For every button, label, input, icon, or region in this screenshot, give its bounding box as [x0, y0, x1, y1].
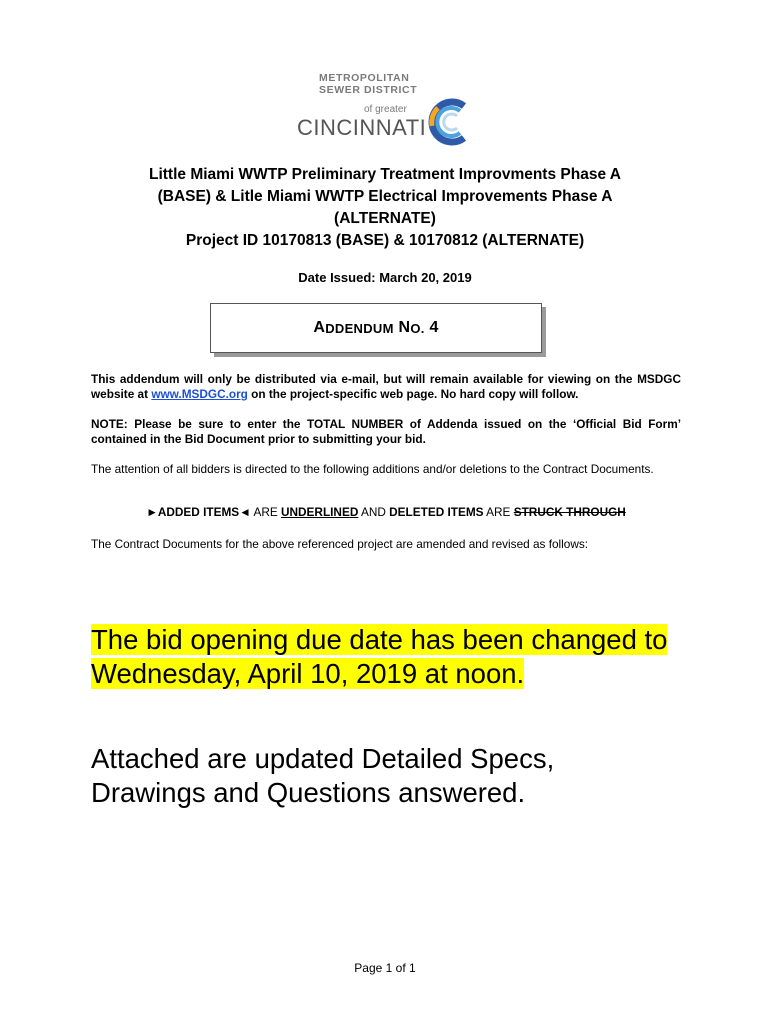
- due-date-notice: [91, 623, 731, 691]
- attachments-line-1: Attached are updated Detailed Specs,: [91, 743, 555, 774]
- msd-logo: [294, 70, 480, 148]
- attachments-notice: [91, 742, 731, 810]
- attachments-line-2: Drawings and Questions answered.: [91, 777, 526, 808]
- addendum-number: 4: [429, 319, 439, 336]
- due-date-line-1: The bid opening due date has been changed to: [91, 624, 668, 655]
- legend-are-2: ARE: [483, 505, 514, 519]
- addendum-n: N: [398, 319, 411, 336]
- addendum-number-box: [210, 303, 542, 353]
- attention-paragraph: The attention of all bidders is directed to the following additions and/or deletions to the Contract Documents.: [91, 462, 654, 476]
- legend-added: ►ADDED ITEMS◄: [146, 505, 251, 519]
- title-line-2: (BASE) & Litle Miami WWTP Electrical Improvements Phase A: [157, 188, 613, 205]
- title-line-3: (ALTERNATE): [334, 210, 436, 227]
- due-date-line-2: Wednesday, April 10, 2019 at noon.: [91, 658, 525, 689]
- amendment-intro: The Contract Documents for the above referenced project are amended and revised as follows:: [91, 537, 589, 551]
- title-line-1: Little Miami WWTP Preliminary Treatment Improvments Phase A: [148, 166, 621, 183]
- date-issued: Date Issued: March 20, 2019: [298, 270, 472, 285]
- document-title: [80, 164, 690, 252]
- page-number: Page 1 of 1: [354, 961, 416, 975]
- addendum-a: A: [313, 319, 326, 336]
- addenda-count-note: NOTE: Please be sure to enter the TOTAL NUMBER of Addenda issued on the ‘Official Bid Form’ contained in the Bid Document prior to submitting your bid.: [91, 417, 681, 446]
- legend-underlined: UNDERLINED: [281, 505, 359, 519]
- logo-line-sewer-district: SEWER DISTRICT: [319, 84, 418, 96]
- legend-and: AND: [358, 505, 390, 519]
- distribution-text-after: on the project-specific web page. No hard copy will follow.: [247, 387, 579, 401]
- change-legend: [91, 505, 681, 520]
- logo-c-mark-icon: [424, 96, 476, 148]
- title-line-4: Project ID 10170813 (BASE) & 10170812 (ALTERNATE): [185, 232, 585, 249]
- addendum-n-rest: O.: [410, 320, 425, 336]
- msdgc-website-link[interactable]: www.MSDGC.org: [151, 387, 248, 401]
- distribution-note: [91, 372, 681, 402]
- legend-are-1: ARE: [250, 505, 281, 519]
- logo-line-metropolitan: METROPOLITAN: [319, 72, 410, 84]
- legend-struck: STRUCK THROUGH: [513, 505, 626, 519]
- addendum-a-rest: DDENDUM: [325, 320, 394, 336]
- legend-deleted: DELETED ITEMS: [389, 505, 484, 519]
- distribution-text-before: This addendum will only be distributed via e-mail, but will remain available for viewing on the MSDGC website at: [91, 372, 681, 401]
- logo-line-cincinnati: CINCINNATI: [297, 115, 427, 140]
- logo-line-of-greater: of greater: [364, 104, 407, 115]
